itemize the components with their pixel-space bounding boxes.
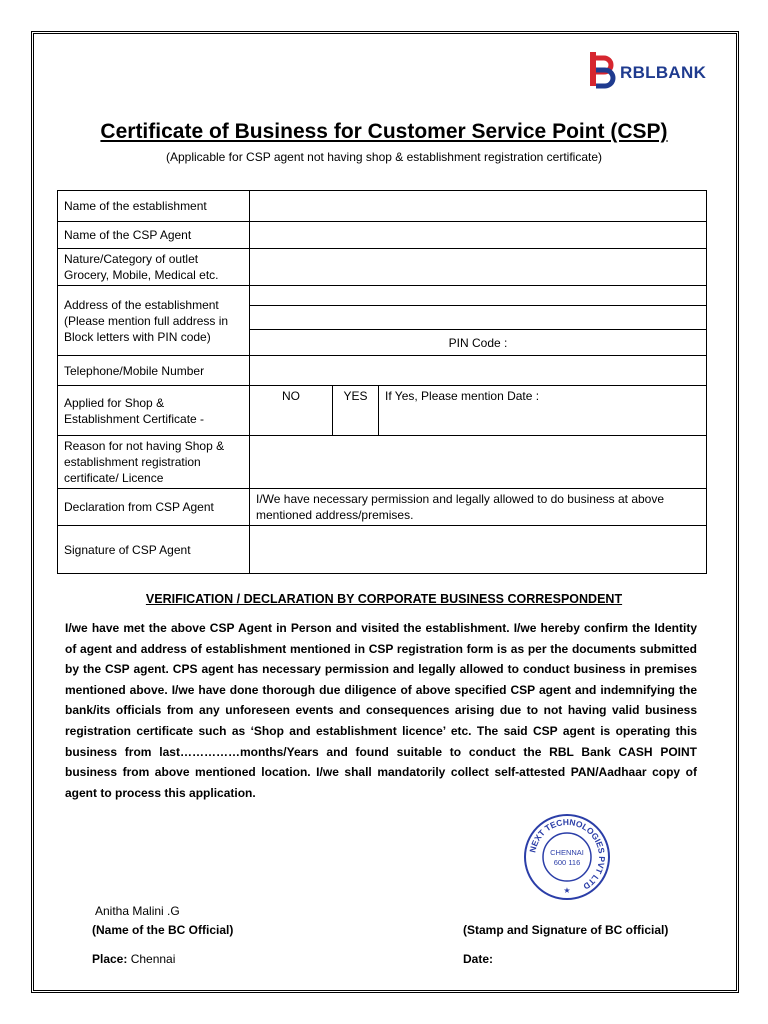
label-applied bbox=[58, 386, 250, 436]
label-signature: Signature of CSP Agent bbox=[58, 526, 250, 574]
reason-line-1: Reason for not having Shop & bbox=[64, 439, 225, 453]
reason-line-3: certificate/ Licence bbox=[64, 471, 164, 485]
stamp-city: CHENNAI bbox=[550, 848, 584, 857]
document-subtitle: (Applicable for CSP agent not having shop & establishment registration certificate) bbox=[165, 150, 602, 164]
reason-line-2: establishment registration bbox=[64, 455, 201, 469]
logo-rbl: RBL bbox=[620, 63, 656, 82]
option-no[interactable]: NO bbox=[250, 386, 333, 436]
date-label: Date: bbox=[463, 952, 494, 966]
declaration-text: I/We have necessary permission and legally allowed to do business at above mentioned address/premises. bbox=[250, 489, 707, 526]
verification-title bbox=[0, 592, 768, 606]
label-reason bbox=[58, 436, 250, 489]
field-address-2[interactable] bbox=[250, 306, 707, 330]
label-nature bbox=[58, 249, 250, 286]
csp-form-table bbox=[57, 190, 707, 574]
verification-paragraph: I/we have met the above CSP Agent in Person and visited the establishment. I/we hereby confirm the Identity of agent and address of establishment mentioned in CSP registration form is as per the documents submitted by the CSP agent. CPS agent has necessary permission and legally allowed to conduct business in premises mentioned above. I/we have done thorough due diligence of above specified CSP agent and indemnifying the bank/its officials from any unforeseen events and consequences arising due to not having valid business registration certificate such as ‘Shop and establishment licence’ etc. The said CSP agent is operating this business from last……………months/Years and found suitable to conduct the RBL Bank CASH POINT business from above mentioned location. I/we shall mandatorily collect self-attested PAN/Aadhaar copy of agent to process this application. bbox=[65, 621, 697, 800]
label-declaration: Declaration from CSP Agent bbox=[58, 489, 250, 526]
applied-line-1: Applied for Shop & bbox=[64, 395, 165, 410]
place-value: Chennai bbox=[127, 952, 176, 966]
address-line-2: (Please mention full address in bbox=[64, 313, 229, 328]
field-nature[interactable] bbox=[250, 249, 707, 286]
field-pin-code[interactable]: PIN Code : bbox=[250, 330, 707, 356]
name-label: (Name of the BC Official) bbox=[92, 923, 234, 937]
logo-text bbox=[620, 63, 706, 83]
field-if-yes-date[interactable]: If Yes, Please mention Date : bbox=[379, 386, 707, 436]
stamp-label: (Stamp and Signature of BC official) bbox=[463, 923, 669, 937]
label-name-establishment: Name of the establishment bbox=[58, 191, 250, 222]
field-telephone[interactable] bbox=[250, 356, 707, 386]
place-label-text: Place: bbox=[92, 952, 128, 966]
document-title bbox=[0, 120, 768, 144]
stamp-pin: 600 116 bbox=[553, 858, 581, 867]
field-reason[interactable] bbox=[250, 436, 707, 489]
nature-line-1: Nature/Category of outlet bbox=[64, 252, 199, 266]
place-label bbox=[92, 952, 175, 966]
stamp-star-icon: ★ bbox=[563, 886, 571, 895]
applied-line-2: Establishment Certificate - bbox=[64, 411, 205, 426]
verification-title-text: VERIFICATION / DECLARATION BY CORPORATE BUSINESS CORRESPONDENT bbox=[145, 592, 623, 606]
field-signature[interactable] bbox=[250, 526, 707, 574]
title-text: Certificate of Business for Customer Service Point (CSP) bbox=[100, 120, 668, 143]
official-name: Anitha Malini .G bbox=[95, 904, 180, 918]
field-name-agent[interactable] bbox=[250, 222, 707, 249]
nature-line-2: Grocery, Mobile, Medical etc. bbox=[64, 268, 219, 282]
stamp-ring-text: NEXT TECHNOLOGIES PVT LTD bbox=[527, 816, 608, 892]
company-stamp-icon bbox=[522, 812, 612, 902]
field-name-establishment[interactable] bbox=[250, 191, 707, 222]
field-address-1[interactable] bbox=[250, 286, 707, 306]
label-telephone: Telephone/Mobile Number bbox=[58, 356, 250, 386]
option-yes[interactable]: YES bbox=[333, 386, 379, 436]
address-line-3: Block letters with PIN code) bbox=[64, 329, 211, 344]
label-name-agent: Name of the CSP Agent bbox=[58, 222, 250, 249]
address-line-1: Address of the establishment bbox=[64, 297, 219, 312]
label-address bbox=[58, 286, 250, 356]
logo-bank: BANK bbox=[655, 63, 707, 82]
